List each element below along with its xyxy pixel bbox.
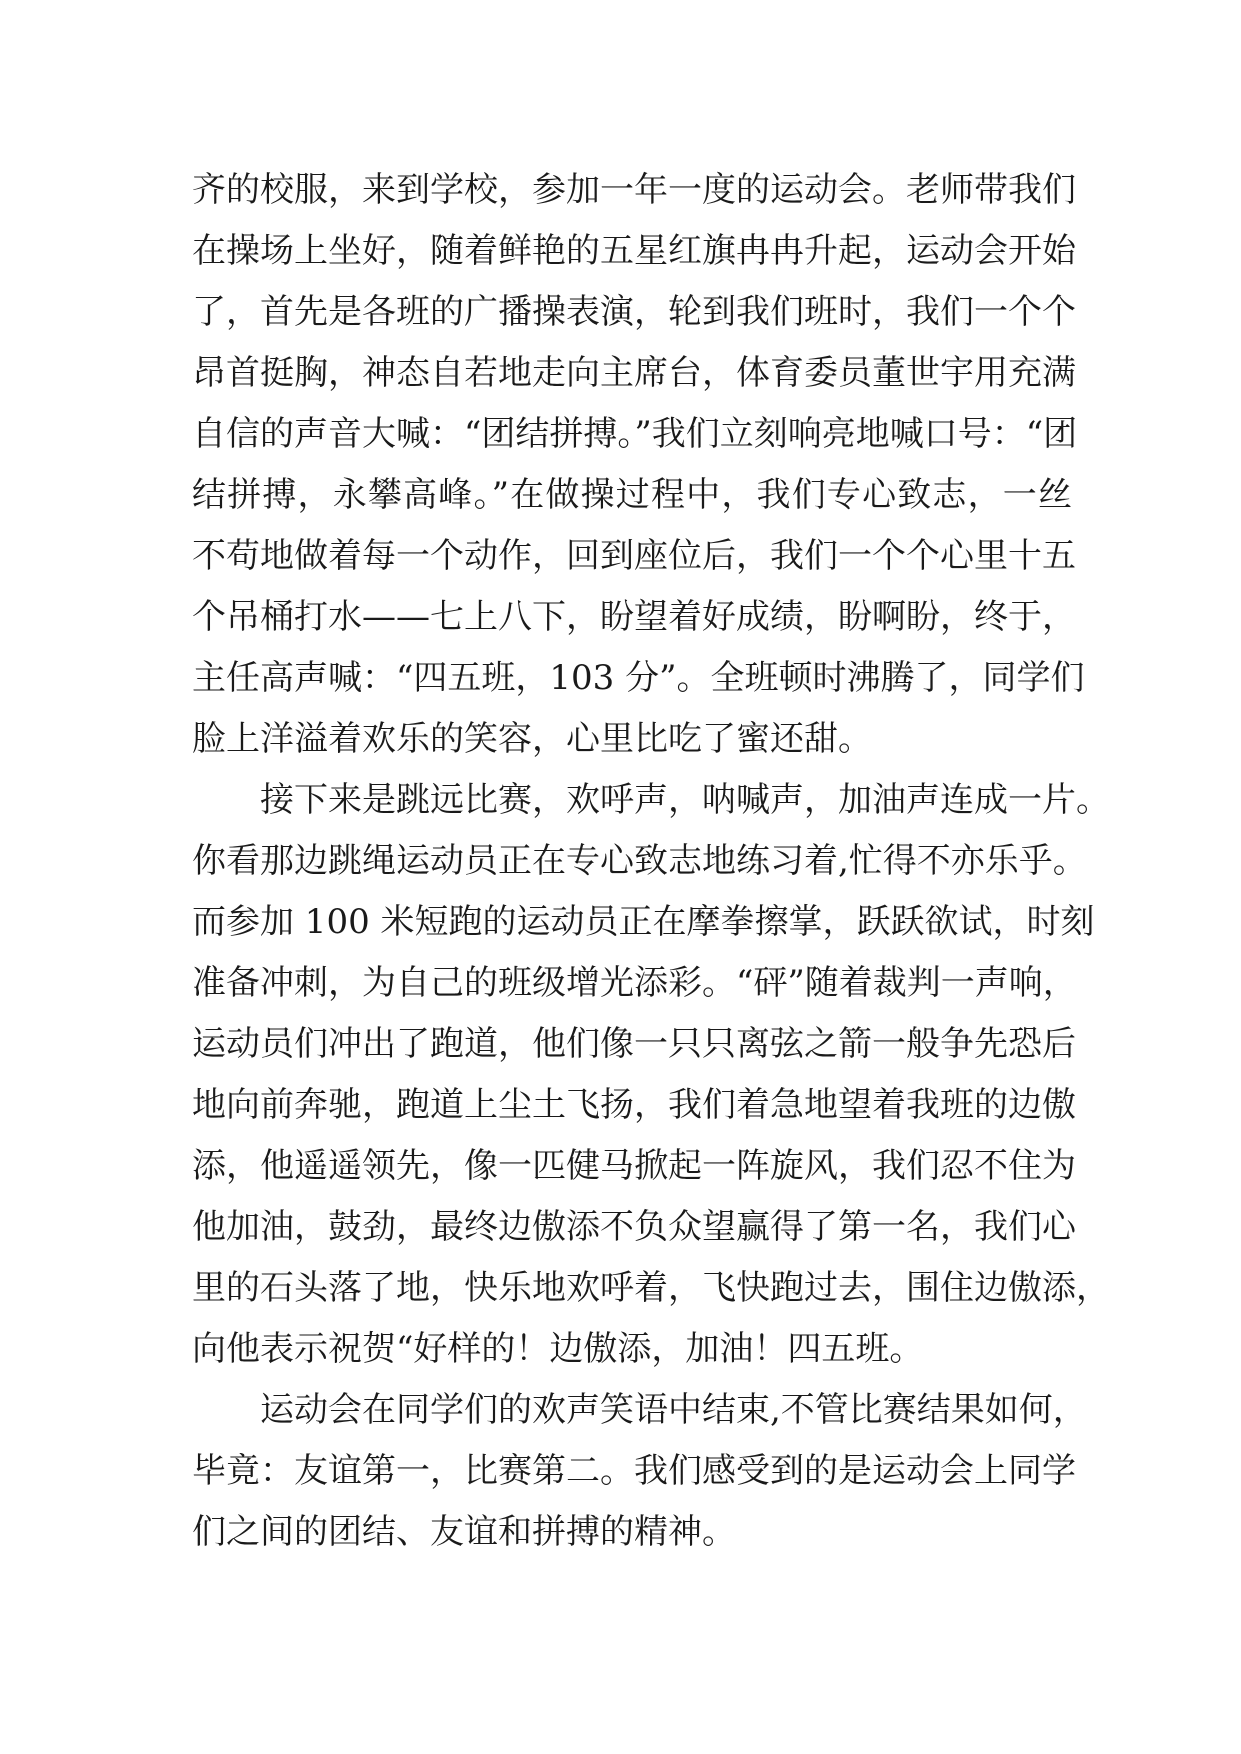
text-line: 里的石头落了地，快乐地欢呼着，飞快跑过去，围住边傲添， — [192, 1268, 1110, 1308]
text-line: 脸上洋溢着欢乐的笑容，心里比吃了蜜还甜。 — [192, 719, 872, 759]
paragraph-2 — [192, 770, 1110, 1380]
text-line: 运动员们冲出了跑道，他们像一只只离弦之箭一般争先恐后 — [192, 1024, 1076, 1064]
text-line: 不苟地做着每一个动作，回到座位后，我们一个个心里十五 — [192, 536, 1076, 576]
text-line: 添，他遥遥领先，像一匹健马掀起一阵旋风，我们忍不住为 — [192, 1146, 1076, 1186]
text-line: 在操场上坐好，随着鲜艳的五星红旗冉冉升起，运动会开始 — [192, 231, 1076, 271]
text-line: 主任高声喊：“四五班，103 分”。全班顿时沸腾了，同学们 — [192, 658, 1085, 698]
text-line: 接下来是跳远比赛，欢呼声，呐喊声，加油声连成一片。 — [260, 780, 1110, 820]
paragraph-1 — [192, 160, 1085, 770]
text-line: 自信的声音大喊：“团结拼搏。”我们立刻响亮地喊口号：“团 — [192, 414, 1078, 454]
essay-body — [192, 160, 1110, 1563]
text-line: 准备冲刺，为自己的班级增光添彩。“砰”随着裁判一声响， — [192, 963, 1077, 1003]
text-line: 齐的校服，来到学校，参加一年一度的运动会。老师带我们 — [192, 170, 1076, 210]
text-line: 运动会在同学们的欢声笑语中结束,不管比赛结果如何， — [260, 1390, 1087, 1430]
text-line: 你看那边跳绳运动员正在专心致志地练习着,忙得不亦乐乎。 — [192, 841, 1087, 881]
text-line: 毕竟：友谊第一，比赛第二。我们感受到的是运动会上同学 — [192, 1451, 1076, 1491]
text-line: 结拼搏，永攀高峰。”在做操过程中，我们专心致志，一丝 — [192, 475, 1072, 515]
text-line: 而参加 100 米短跑的运动员正在摩拳擦掌，跃跃欲试，时刻 — [192, 902, 1095, 942]
text-line: 向他表示祝贺“好样的！边傲添，加油！四五班。 — [192, 1329, 924, 1369]
text-line: 们之间的团结、友谊和拼搏的精神。 — [192, 1512, 736, 1552]
text-line: 昂首挺胸，神态自若地走向主席台，体育委员董世宇用充满 — [192, 353, 1076, 393]
text-line: 个吊桶打水——七上八下，盼望着好成绩，盼啊盼，终于， — [192, 597, 1076, 637]
text-line: 他加油，鼓劲，最终边傲添不负众望赢得了第一名，我们心 — [192, 1207, 1076, 1247]
text-line: 地向前奔驰，跑道上尘土飞扬，我们着急地望着我班的边傲 — [192, 1085, 1076, 1125]
text-line: 了，首先是各班的广播操表演，轮到我们班时，我们一个个 — [192, 292, 1076, 332]
paragraph-3 — [192, 1380, 1087, 1563]
